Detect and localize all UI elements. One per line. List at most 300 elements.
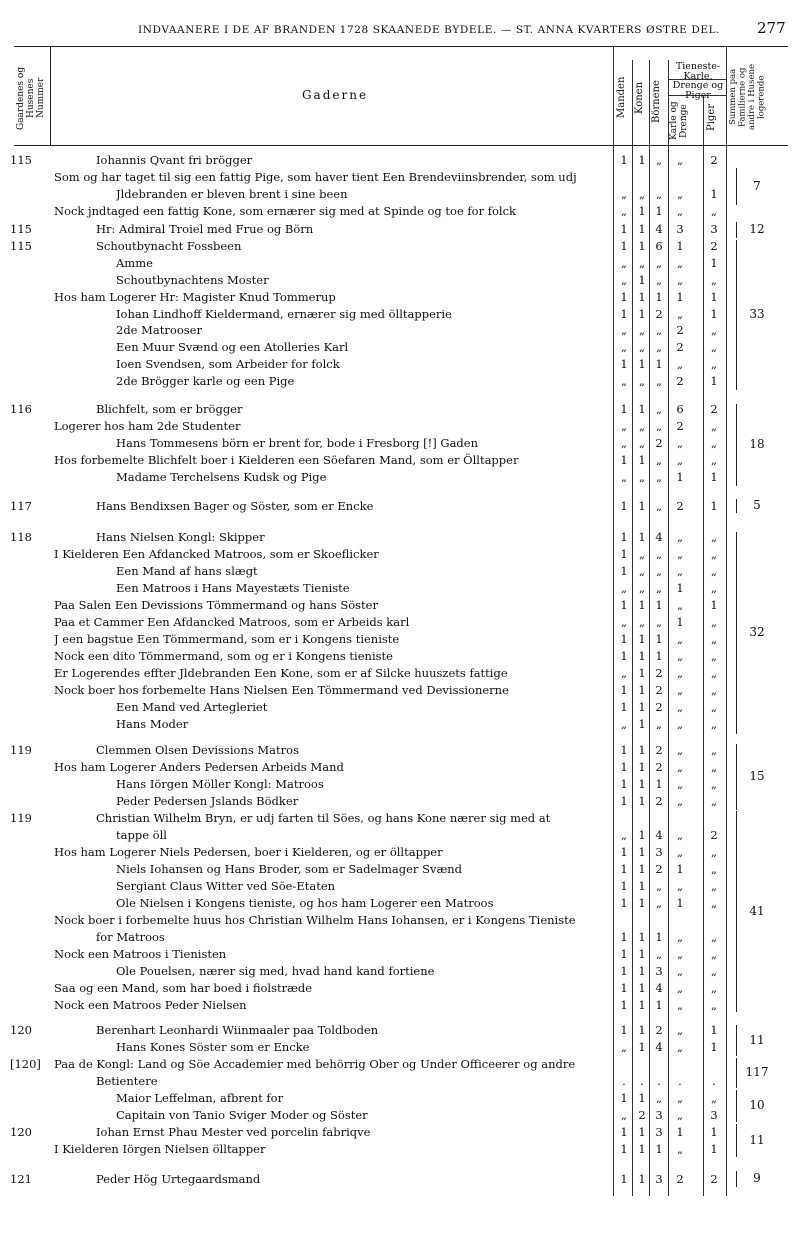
count-cell: „ [677,598,683,612]
count-cell: „ [711,981,717,995]
count-cell: 1 [638,666,646,680]
family-brace [736,744,737,810]
family-brace [736,811,737,1012]
table-row [0,666,800,682]
entry-text: Sergiant Claus Witter ved Söe-Etaten [116,879,336,893]
count-cell: „ [711,204,717,218]
count-cell: 1 [638,204,646,218]
count-cell: 4 [655,222,663,236]
count-cell: „ [677,828,683,842]
count-cell: „ [656,896,662,910]
count-cell: „ [656,340,662,354]
count-cell: „ [656,187,662,201]
count-cell: 1 [620,879,628,893]
table-row [0,683,800,699]
entry-text: Hans Tommesens börn er brent for, bode i Fresborg [!] Gaden [116,436,479,450]
family-brace [736,168,737,205]
count-cell: „ [639,419,645,433]
count-cell: 1 [638,307,646,321]
count-cell: 1 [638,153,646,167]
table-row [0,947,800,963]
count-cell: 1 [638,845,646,859]
table-row [0,453,800,469]
count-cell: „ [677,649,683,663]
count-cell: „ [677,307,683,321]
count-cell: „ [677,187,683,201]
family-sum: 15 [749,769,765,783]
table-header-rule [14,145,788,146]
count-cell: „ [711,717,717,731]
count-cell: 1 [676,581,684,595]
count-cell: „ [656,153,662,167]
table-row [0,828,800,844]
count-cell: 1 [676,1125,684,1139]
entry-text: Een Mand ved Artegleriet [116,700,268,714]
count-cell: 2 [710,239,718,253]
column-header-gaderne: Gaderne [301,88,369,102]
count-cell: 1 [710,1040,718,1054]
count-cell: „ [711,794,717,808]
family-brace [736,1058,737,1088]
table-row [0,811,800,827]
count-cell: 1 [676,239,684,253]
count-cell: 1 [638,828,646,842]
count-cell: 1 [710,307,718,321]
family-sum: 9 [753,1171,761,1185]
count-cell: „ [711,357,717,371]
count-cell: 1 [620,598,628,612]
count-cell: . [712,1074,716,1088]
entry-text: Er Logerendes effter Jldebranden Een Kone, som er af Silcke huuszets fattige [54,666,508,680]
count-cell: „ [677,964,683,978]
count-cell: 2 [655,683,663,697]
count-cell: 1 [655,930,663,944]
count-cell: 1 [638,964,646,978]
family-sum: 33 [749,307,765,321]
table-row [0,530,800,546]
count-cell: „ [656,947,662,961]
entry-text: Madame Terchelsens Kudsk og Pige [116,470,327,484]
count-cell: 1 [620,683,628,697]
count-cell: 2 [676,374,684,388]
count-cell: 1 [710,374,718,388]
count-cell: 2 [655,760,663,774]
count-cell: 1 [638,1040,646,1054]
table-row [0,564,800,580]
family-sum: 18 [749,437,765,451]
table-row [0,998,800,1014]
count-cell: 1 [638,598,646,612]
entry-text: Nock jndtaged een fattig Kone, som ernærer sig med at Spinde og toe for folck [54,204,517,218]
house-number: 115 [10,153,32,167]
count-cell: „ [656,323,662,337]
count-cell: 6 [655,239,663,253]
count-cell: 1 [655,649,663,663]
count-cell: „ [656,581,662,595]
count-cell: „ [677,1091,683,1105]
entry-text: Hans Kones Söster som er Encke [116,1040,310,1054]
entry-text: Hos ham Logerer Niels Pedersen, boer i Kielderen, og er ölltapper [54,845,443,859]
entry-text: Hans Moder [116,717,189,731]
column-header-karle: Karle og Drenge [669,101,689,141]
count-cell: „ [677,204,683,218]
house-number: 116 [10,402,32,416]
family-brace [736,222,737,238]
entry-text: Een Mand af hans slægt [116,564,258,578]
count-cell: 1 [620,564,628,578]
count-cell: „ [639,374,645,388]
entry-text: Ole Nielsen i Kongens tieniste, og hos ham Logerer een Matroos [116,896,494,910]
table-row [0,649,800,665]
entry-text: Hans Iörgen Möller Kongl: Matroos [116,777,324,791]
count-cell: „ [656,547,662,561]
count-cell: 1 [638,632,646,646]
count-cell: 1 [620,530,628,544]
table-row [0,632,800,648]
count-cell: „ [711,700,717,714]
count-cell: 1 [710,187,718,201]
count-cell: „ [711,564,717,578]
count-cell: „ [621,436,627,450]
count-cell: „ [677,743,683,757]
count-cell: „ [621,581,627,595]
entry-text: Berenhart Leonhardi Wiinmaaler paa Toldboden [96,1023,379,1037]
count-cell: „ [711,964,717,978]
count-cell: „ [656,717,662,731]
count-cell: 1 [676,862,684,876]
table-row [0,290,800,306]
count-cell: 1 [620,1125,628,1139]
house-number: [120] [10,1057,41,1071]
count-cell: „ [621,828,627,842]
count-cell: 1 [620,760,628,774]
table-row [0,1091,800,1107]
table-row [0,170,800,186]
count-cell: „ [711,930,717,944]
count-cell: „ [656,374,662,388]
count-cell: 1 [655,204,663,218]
count-cell: 3 [676,222,684,236]
entry-text: Nock een dito Tömmermand, som og er i Kongens tieniste [54,649,393,663]
count-cell: 1 [638,760,646,774]
count-cell: „ [711,879,717,893]
table-row [0,879,800,895]
column-header-bornene: Börnene [651,80,662,124]
table-row [0,436,800,452]
count-cell: 2 [710,1172,718,1186]
entry-text: Paa et Cammer Een Afdancked Matroos, som er Arbeids karl [54,615,410,629]
count-cell: „ [711,683,717,697]
count-cell: „ [639,470,645,484]
count-cell: 1 [620,862,628,876]
count-cell: 1 [676,290,684,304]
table-row [0,547,800,563]
count-cell: 3 [655,1125,663,1139]
entry-text: 2de Brögger karle og een Pige [116,374,295,388]
count-cell: „ [711,615,717,629]
table-row [0,153,800,169]
count-cell: 1 [655,598,663,612]
count-cell: „ [639,547,645,561]
count-cell: „ [677,530,683,544]
count-cell: . [622,1074,626,1088]
count-cell: 1 [655,632,663,646]
house-number: 121 [10,1172,32,1186]
count-cell: „ [656,273,662,287]
count-cell: 1 [638,998,646,1012]
count-cell: „ [621,323,627,337]
count-cell: . [657,1074,661,1088]
count-cell: „ [711,547,717,561]
family-brace [736,404,737,486]
entry-text: Iohannis Qvant fri brögger [96,153,253,167]
entry-text: Nock een Matroos i Tienisten [54,947,227,961]
count-cell: 1 [620,964,628,978]
count-cell: 1 [620,632,628,646]
count-cell: 1 [638,499,646,513]
count-cell: „ [656,419,662,433]
family-brace [736,1090,737,1122]
table-row [0,930,800,946]
count-cell: 1 [620,743,628,757]
count-cell: „ [621,717,627,731]
count-cell: 1 [638,239,646,253]
count-cell: „ [711,743,717,757]
entry-text: Nock boer hos forbemelte Hans Nielsen Een Tömmermand ved Devissionerne [54,683,509,697]
table-row [0,581,800,597]
count-cell: 4 [655,1040,663,1054]
count-cell: 4 [655,530,663,544]
count-cell: 1 [620,794,628,808]
count-cell: „ [677,357,683,371]
family-sum: 5 [753,498,761,512]
count-cell: 1 [620,222,628,236]
count-cell: „ [711,453,717,467]
family-sum: 32 [749,625,765,639]
entry-text: Hos ham Logerer Anders Pedersen Arbeids Mand [54,760,344,774]
count-cell: „ [711,666,717,680]
count-cell: „ [656,564,662,578]
count-cell: 1 [620,947,628,961]
count-cell: 1 [638,453,646,467]
count-cell: „ [621,666,627,680]
count-cell: 1 [620,700,628,714]
count-cell: 1 [638,683,646,697]
count-cell: „ [677,760,683,774]
entry-text: J een bagstue Een Tömmermand, som er i Kongens tieniste [54,632,400,646]
count-cell: 1 [620,1023,628,1037]
family-sum: 11 [749,1032,765,1047]
count-cell: 1 [620,845,628,859]
family-sum: 117 [745,1065,769,1079]
count-cell: 1 [620,499,628,513]
count-cell: „ [711,947,717,961]
count-cell: 1 [655,290,663,304]
table-row [0,187,800,203]
count-cell: „ [621,340,627,354]
table-row [0,700,800,716]
count-cell: „ [677,1040,683,1054]
count-cell: 1 [710,1023,718,1037]
table-row [0,760,800,776]
count-cell: „ [656,402,662,416]
count-cell: „ [677,879,683,893]
column-header-nr: Gaardenes og Husenes Nummer [16,66,46,130]
entry-text: Blichfelt, som er brögger [96,402,243,416]
table-row [0,1142,800,1158]
count-cell: 1 [710,290,718,304]
entry-text: I Kielderen Iörgen Nielsen ölltapper [54,1142,266,1156]
entry-text: Amme [116,256,153,270]
table-row [0,896,800,912]
table-row [0,717,800,733]
column-header-manden: Manden [616,76,627,118]
count-cell: 1 [655,357,663,371]
count-cell: 3 [710,222,718,236]
count-cell: „ [639,564,645,578]
count-cell: 1 [638,879,646,893]
count-cell: 1 [620,453,628,467]
count-cell: „ [711,845,717,859]
count-cell: 1 [638,222,646,236]
table-row [0,323,800,339]
count-cell: 2 [655,1023,663,1037]
count-cell: 1 [638,1172,646,1186]
count-cell: „ [677,700,683,714]
family-brace [736,1025,737,1056]
count-cell: 2 [655,743,663,757]
entry-text: Maior Leffelman, afbrent for [116,1091,284,1105]
table-row [0,419,800,435]
house-number: 119 [10,811,32,825]
count-cell: „ [639,323,645,337]
count-cell: „ [711,419,717,433]
house-number: 120 [10,1023,32,1037]
count-cell: „ [677,273,683,287]
count-cell: „ [639,436,645,450]
table-row [0,340,800,356]
count-cell: 1 [676,615,684,629]
count-cell: „ [677,717,683,731]
table-row [0,499,800,515]
count-cell: „ [677,153,683,167]
family-brace [736,240,737,390]
count-cell: „ [711,998,717,1012]
count-cell: „ [639,581,645,595]
count-cell: „ [621,1108,627,1122]
entry-text: Saa og een Mand, som har boed i fiolstræde [54,981,313,995]
entry-text: Schoutbynacht Fossbeen [96,239,242,253]
count-cell: 1 [655,777,663,791]
count-cell: „ [711,760,717,774]
column-header-konen: Konen [634,81,645,115]
count-cell: 2 [655,307,663,321]
table-row [0,862,800,878]
count-cell: „ [621,470,627,484]
entry-text: Jldebranden er bleven brent i sine been [116,187,348,201]
count-cell: 2 [655,666,663,680]
count-cell: 1 [655,1142,663,1156]
entry-text: 2de Matrooser [116,323,202,337]
count-cell: 2 [676,419,684,433]
count-cell: 1 [638,1023,646,1037]
family-sum: 41 [749,903,765,918]
table-row [0,307,800,323]
count-cell: 1 [620,153,628,167]
count-cell: „ [621,256,627,270]
count-cell: „ [711,649,717,663]
count-cell: „ [677,453,683,467]
count-cell: 1 [638,649,646,663]
count-cell: 2 [676,1172,684,1186]
count-cell: 1 [620,239,628,253]
house-number: 120 [10,1125,32,1139]
entry-text: Ioen Svendsen, som Arbeider for folck [116,357,340,371]
count-cell: „ [711,436,717,450]
table-row [0,222,800,238]
entry-text: Christian Wilhelm Bryn, er udj farten til Söes, og hans Kone nærer sig med at [96,811,551,825]
table-row [0,357,800,373]
count-cell: 1 [638,717,646,731]
entry-text: Capitain von Tanio Sviger Moder og Söster [116,1108,368,1122]
count-cell: „ [677,632,683,646]
count-cell: 1 [638,530,646,544]
entry-text: I Kielderen Een Afdancked Matroos, som er Skoeflicker [54,547,379,561]
table-row [0,964,800,980]
count-cell: 3 [710,1108,718,1122]
count-cell: „ [621,1040,627,1054]
count-cell: 3 [655,964,663,978]
entry-text: Ole Pouelsen, nærer sig med, hvad hand kand fortiene [116,964,435,978]
count-cell: 1 [620,547,628,561]
count-cell: 1 [620,930,628,944]
table-row [0,374,800,390]
count-cell: 1 [620,998,628,1012]
entry-text: Een Muur Svænd og een Atolleries Karl [116,340,349,354]
count-cell: 1 [638,981,646,995]
count-cell: 1 [638,947,646,961]
entry-text: Schoutbynachtens Moster [116,273,269,287]
count-cell: „ [639,615,645,629]
entry-text: Paa Salen Een Devissions Tömmermand og hans Söster [54,598,378,612]
entry-text: Hos ham Logerer Hr: Magister Knud Tommerup [54,290,336,304]
family-brace [736,499,737,513]
count-cell: 1 [638,896,646,910]
count-cell: „ [711,632,717,646]
count-cell: 2 [655,700,663,714]
count-cell: 1 [676,896,684,910]
count-cell: „ [677,666,683,680]
family-brace [736,1171,737,1187]
count-cell: „ [656,615,662,629]
entry-text: Iohan Ernst Phau Mester ved porcelin fabriqve [96,1125,371,1139]
entry-text: Hr: Admiral Troiel med Frue og Börn [96,222,314,236]
count-cell: „ [621,374,627,388]
table-row [0,273,800,289]
count-cell: 1 [620,307,628,321]
column-header-piger: Piger [706,103,717,131]
table-row [0,239,800,255]
count-cell: „ [677,1023,683,1037]
count-cell: 1 [620,1091,628,1105]
count-cell: 2 [655,794,663,808]
count-cell: 1 [620,357,628,371]
count-cell: „ [656,1091,662,1105]
count-cell: 1 [638,357,646,371]
entry-text: Betientere [96,1074,158,1088]
column-header-tieneste: Tieneste-Karle, Drenge og Piger [672,61,724,101]
count-cell: 1 [638,290,646,304]
